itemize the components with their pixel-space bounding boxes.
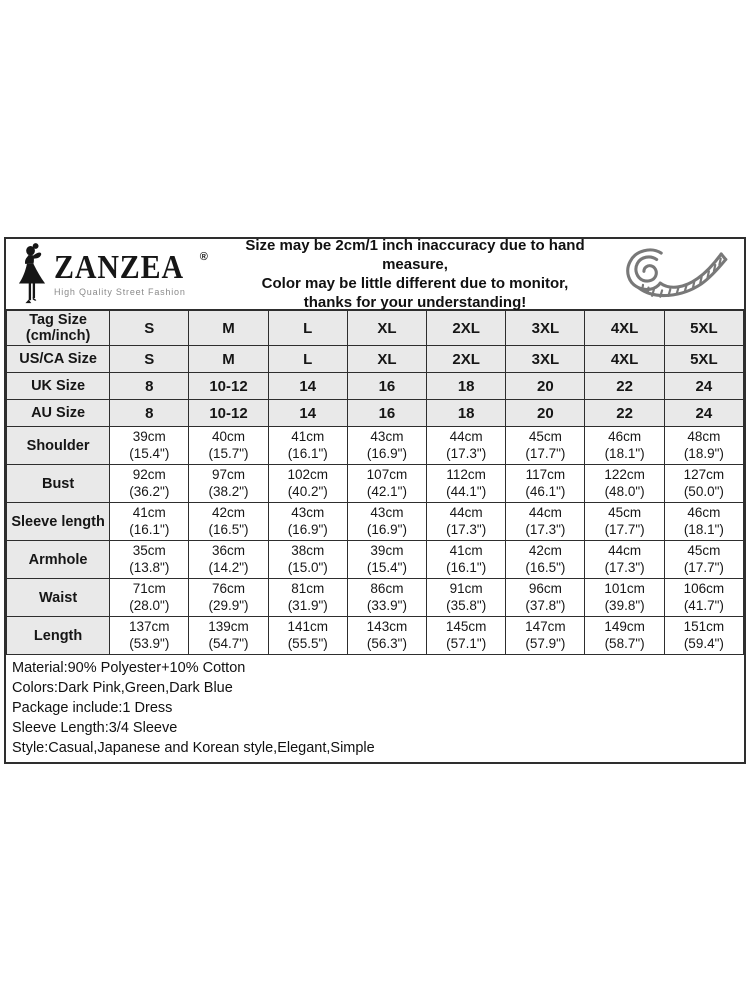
cm-value: 46cm — [687, 505, 721, 520]
measurement-cell — [189, 579, 268, 617]
size-row — [7, 311, 744, 346]
cm-value: 44cm — [528, 505, 562, 520]
size-cell: XL — [347, 346, 426, 373]
cm-value: 107cm — [366, 467, 408, 482]
inch-value: (16.9") — [366, 521, 407, 537]
inch-value: (18.9") — [683, 445, 724, 461]
inch-value: (17.3") — [446, 521, 487, 537]
measurement-cell — [110, 579, 189, 617]
inch-value: (28.0") — [129, 597, 170, 613]
inch-value: (40.2") — [287, 483, 328, 499]
inch-value: (33.9") — [366, 597, 407, 613]
row-label — [7, 346, 110, 373]
brand-tagline: High Quality Street Fashion — [54, 287, 186, 297]
notice-line: Size may be 2cm/1 inch inaccuracy due to hand measure, — [245, 237, 585, 273]
measurement-cell — [110, 503, 189, 541]
inch-value: (42.1") — [366, 483, 407, 499]
size-cell: 18 — [427, 373, 506, 400]
size-cell: 20 — [506, 373, 585, 400]
cm-value: 145cm — [445, 619, 487, 634]
cm-value: 71cm — [132, 581, 166, 596]
detail-line: Sleeve Length:3/4 Sleeve — [12, 720, 178, 736]
product-details — [6, 655, 744, 762]
measurement-cell — [110, 465, 189, 503]
measurement-cell — [110, 617, 189, 655]
measurement-cell — [506, 465, 585, 503]
inch-value: (35.8") — [446, 597, 487, 613]
size-cell: 8 — [110, 373, 189, 400]
inch-value: (31.9") — [287, 597, 328, 613]
size-cell: L — [268, 346, 347, 373]
notice-line: thanks for your understanding! — [303, 294, 527, 311]
measurement-cell — [427, 427, 506, 465]
cm-value: 91cm — [449, 581, 483, 596]
cm-value: 38cm — [291, 543, 325, 558]
cm-value: 143cm — [366, 619, 408, 634]
inch-value: (15.0") — [287, 559, 328, 575]
detail-line: Material:90% Polyester+10% Cotton — [12, 660, 246, 676]
woman-silhouette-icon — [12, 242, 52, 306]
row-label: Sleeve length — [7, 503, 110, 541]
size-cell: L — [268, 311, 347, 346]
measurement-cell — [585, 465, 664, 503]
cm-value: 151cm — [683, 619, 725, 634]
size-cell: XL — [347, 311, 426, 346]
measurement-cell — [506, 427, 585, 465]
size-cell: 2XL — [427, 346, 506, 373]
size-cell: 14 — [268, 400, 347, 427]
measurement-row — [7, 503, 744, 541]
detail-line: Style:Casual,Japanese and Korean style,Elegant,Simple — [12, 740, 375, 756]
size-cell: 24 — [664, 373, 743, 400]
size-cell: 3XL — [506, 311, 585, 346]
chart-header — [6, 239, 744, 310]
cm-value: 86cm — [370, 581, 404, 596]
measurement-row — [7, 579, 744, 617]
size-cell: M — [189, 311, 268, 346]
cm-value: 41cm — [132, 505, 166, 520]
cm-value: 101cm — [604, 581, 645, 596]
row-label: Armhole — [7, 541, 110, 579]
measurement-cell — [506, 541, 585, 579]
size-cell: 14 — [268, 373, 347, 400]
cm-value: 117cm — [525, 467, 566, 482]
measurement-cell — [664, 503, 743, 541]
inch-value: (17.7") — [525, 445, 566, 461]
inch-value: (16.1") — [129, 521, 170, 537]
inch-value: (16.9") — [366, 445, 407, 461]
inch-value: (17.3") — [446, 445, 487, 461]
measurement-row — [7, 465, 744, 503]
size-cell: 5XL — [664, 346, 743, 373]
size-cell: 8 — [110, 400, 189, 427]
cm-value: 44cm — [449, 505, 483, 520]
measurement-cell — [427, 503, 506, 541]
size-cell: 22 — [585, 400, 664, 427]
inch-value: (37.8") — [525, 597, 566, 613]
cm-value: 112cm — [446, 467, 486, 482]
inch-value: (50.0") — [683, 483, 724, 499]
measurement-cell — [110, 427, 189, 465]
inch-value: (15.7") — [208, 445, 249, 461]
cm-value: 106cm — [683, 581, 725, 596]
inch-value: (38.2") — [208, 483, 249, 499]
size-cell: S — [110, 346, 189, 373]
measurement-row — [7, 541, 744, 579]
inch-value: (59.4") — [683, 635, 724, 651]
cm-value: 92cm — [132, 467, 166, 482]
size-cell: M — [189, 346, 268, 373]
row-label-line: AU Size — [31, 405, 86, 421]
measurement-cell — [664, 427, 743, 465]
measurement-cell — [427, 541, 506, 579]
measurement-cell — [585, 579, 664, 617]
inch-value: (48.0") — [604, 483, 645, 499]
size-cell: 10-12 — [189, 400, 268, 427]
measurement-cell — [506, 579, 585, 617]
inch-value: (41.7") — [683, 597, 724, 613]
size-cell: 16 — [347, 400, 426, 427]
inch-value: (46.1") — [525, 483, 566, 499]
cm-value: 149cm — [604, 619, 645, 634]
size-cell: 20 — [506, 400, 585, 427]
row-label — [7, 400, 110, 427]
detail-line: Colors:Dark Pink,Green,Dark Blue — [12, 680, 233, 696]
inch-value: (13.8") — [129, 559, 170, 575]
measurement-cell — [347, 427, 426, 465]
inch-value: (17.3") — [604, 559, 645, 575]
cm-value: 44cm — [449, 429, 483, 444]
size-table — [6, 310, 744, 655]
size-cell: 16 — [347, 373, 426, 400]
inch-value: (15.4") — [129, 445, 170, 461]
cm-value: 43cm — [370, 429, 404, 444]
cm-value: 39cm — [370, 543, 404, 558]
measurement-cell — [585, 503, 664, 541]
size-cell: 4XL — [585, 311, 664, 346]
cm-value: 141cm — [287, 619, 328, 634]
measurement-cell — [189, 503, 268, 541]
measurement-cell — [585, 541, 664, 579]
inch-value: (18.1") — [683, 521, 724, 537]
measurement-row — [7, 427, 744, 465]
size-chart-sheet — [4, 237, 746, 764]
measuring-tape-icon — [612, 244, 734, 304]
measurement-cell — [664, 541, 743, 579]
size-row — [7, 400, 744, 427]
inch-value: (16.5") — [208, 521, 249, 537]
cm-value: 127cm — [683, 467, 725, 482]
inch-value: (44.1") — [446, 483, 487, 499]
cm-value: 96cm — [528, 581, 562, 596]
inch-value: (54.7") — [208, 635, 249, 651]
cm-value: 48cm — [687, 429, 721, 444]
cm-value: 44cm — [608, 543, 642, 558]
cm-value: 41cm — [291, 429, 325, 444]
inch-value: (29.9") — [208, 597, 249, 613]
size-cell: 18 — [427, 400, 506, 427]
measurement-cell — [268, 427, 347, 465]
size-row — [7, 373, 744, 400]
inch-value: (17.7") — [683, 559, 724, 575]
cm-value: 81cm — [291, 581, 325, 596]
measurement-cell — [664, 617, 743, 655]
measurement-cell — [427, 465, 506, 503]
inch-value: (56.3") — [366, 635, 407, 651]
inch-value: (39.8") — [604, 597, 645, 613]
inch-value: (17.3") — [525, 521, 566, 537]
inch-value: (16.5") — [525, 559, 566, 575]
row-label: Bust — [7, 465, 110, 503]
size-cell: S — [110, 311, 189, 346]
inch-value: (18.1") — [604, 445, 645, 461]
measurement-cell — [268, 579, 347, 617]
size-cell: 2XL — [427, 311, 506, 346]
row-label: Length — [7, 617, 110, 655]
measurement-row — [7, 617, 744, 655]
row-label-line: UK Size — [31, 378, 86, 394]
size-cell: 10-12 — [189, 373, 268, 400]
cm-value: 35cm — [132, 543, 166, 558]
inch-value: (57.9") — [525, 635, 566, 651]
zanzea-logo — [12, 242, 220, 306]
row-label-line: Tag Size — [29, 312, 87, 328]
measurement-cell — [268, 465, 347, 503]
inch-value: (15.4") — [366, 559, 407, 575]
measurement-cell — [506, 617, 585, 655]
row-label-line: US/CA Size — [19, 351, 97, 367]
detail-line: Package include:1 Dress — [12, 700, 173, 716]
inch-value: (57.1") — [446, 635, 487, 651]
cm-value: 122cm — [604, 467, 645, 482]
cm-value: 45cm — [608, 505, 642, 520]
measurement-cell — [347, 503, 426, 541]
measurement-cell — [347, 541, 426, 579]
measurement-cell — [268, 617, 347, 655]
cm-value: 41cm — [449, 543, 483, 558]
cm-value: 43cm — [370, 505, 404, 520]
size-cell: 3XL — [506, 346, 585, 373]
row-label — [7, 373, 110, 400]
inch-value: (55.5") — [287, 635, 328, 651]
measurement-cell — [585, 427, 664, 465]
measurement-cell — [347, 579, 426, 617]
inch-value: (16.1") — [287, 445, 328, 461]
notice-line: Color may be little different due to monitor, — [261, 275, 569, 292]
size-cell: 5XL — [664, 311, 743, 346]
measurement-cell — [347, 617, 426, 655]
cm-value: 137cm — [129, 619, 170, 634]
cm-value: 45cm — [528, 429, 562, 444]
measurement-cell — [427, 579, 506, 617]
measurement-cell — [506, 503, 585, 541]
row-label — [7, 311, 110, 346]
size-cell: 24 — [664, 400, 743, 427]
size-cell: 22 — [585, 373, 664, 400]
size-row — [7, 346, 744, 373]
measurement-cell — [585, 617, 664, 655]
cm-value: 42cm — [211, 505, 245, 520]
measurement-cell — [664, 465, 743, 503]
cm-value: 76cm — [211, 581, 245, 596]
measurement-cell — [268, 541, 347, 579]
cm-value: 102cm — [287, 467, 328, 482]
cm-value: 45cm — [687, 543, 721, 558]
inch-value: (58.7") — [604, 635, 645, 651]
cm-value: 46cm — [608, 429, 642, 444]
size-cell: 4XL — [585, 346, 664, 373]
row-label: Waist — [7, 579, 110, 617]
measurement-cell — [189, 617, 268, 655]
measurement-cell — [268, 503, 347, 541]
inch-value: (16.1") — [446, 559, 487, 575]
inch-value: (36.2") — [129, 483, 170, 499]
measurement-cell — [664, 579, 743, 617]
inch-value: (14.2") — [208, 559, 249, 575]
cm-value: 147cm — [525, 619, 566, 634]
measurement-cell — [347, 465, 426, 503]
row-label: Shoulder — [7, 427, 110, 465]
cm-value: 139cm — [208, 619, 249, 634]
registered-mark: ® — [199, 251, 208, 263]
cm-value: 42cm — [528, 543, 562, 558]
inch-value: (16.9") — [287, 521, 328, 537]
cm-value: 40cm — [211, 429, 245, 444]
cm-value: 97cm — [211, 467, 245, 482]
cm-value: 39cm — [132, 429, 166, 444]
cm-value: 43cm — [291, 505, 325, 520]
inch-value: (53.9") — [129, 635, 170, 651]
brand-name: ZANZEA — [54, 249, 184, 286]
measure-notice — [220, 236, 610, 312]
measurement-cell — [427, 617, 506, 655]
measurement-cell — [189, 465, 268, 503]
measurement-cell — [110, 541, 189, 579]
cm-value: 36cm — [211, 543, 245, 558]
measurement-cell — [189, 427, 268, 465]
measurement-cell — [189, 541, 268, 579]
row-label-line: (cm/inch) — [25, 328, 91, 344]
inch-value: (17.7") — [604, 521, 645, 537]
logo-text — [54, 251, 208, 297]
